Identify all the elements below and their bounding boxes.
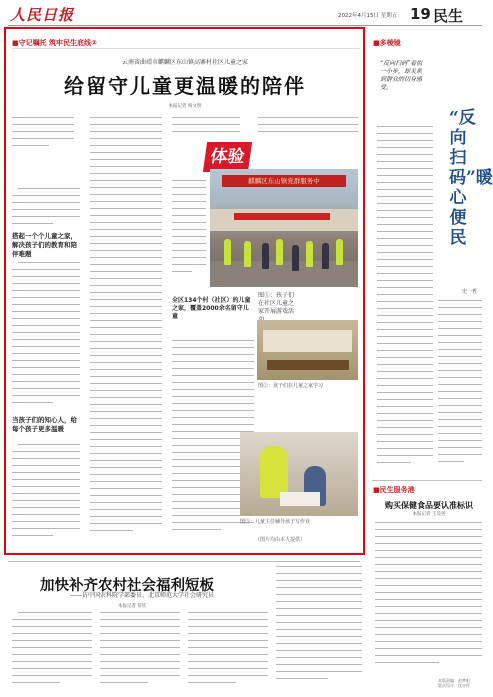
pull-quote: “反向扫码”看似一小步，却关系到群众的切身感受。 <box>380 60 423 91</box>
bottom-body-column-3 <box>188 612 268 692</box>
photo-credit: （图片均由本人提供） <box>255 537 306 543</box>
issue-date: 2022年4月15日 星期五 <box>338 13 398 19</box>
photo-children-activity[interactable] <box>210 169 358 287</box>
bottom-byline: 本报记者 常钦 <box>118 604 147 609</box>
photo-banner-text: 麒麟区东山镇党群服务中 <box>222 175 346 187</box>
right-section-label-1: ■多棱镜 <box>373 39 401 47</box>
vertical-headline[interactable]: “反向扫码”暖心便民 <box>449 108 493 248</box>
photo-caption-2: 图②：孩子们在儿童之家学习 <box>258 383 324 389</box>
page-footer <box>438 678 470 688</box>
bottom-headline[interactable]: 加快补齐农村社会福利短板 <box>40 577 214 594</box>
body-column-1c <box>12 444 80 548</box>
body-column-3-top <box>172 117 240 139</box>
right-body-column-1 <box>377 126 433 476</box>
lead-paragraph <box>12 117 74 157</box>
footer-designer: 版式设计：沈亦伶 <box>438 683 470 688</box>
newspaper-logo: 人民日报 <box>10 6 75 24</box>
footer-editor: 本版责编：赵梦阳 <box>438 678 470 683</box>
right-headline-2[interactable]: 购买保健食品要认准标识 <box>385 501 473 510</box>
body-column-1a <box>12 188 80 230</box>
right-body-column-3 <box>375 522 482 672</box>
kicker-divider <box>12 48 360 49</box>
right-body-column-2 <box>438 300 482 476</box>
body-column-4-top <box>258 117 358 139</box>
right-byline-2: 本报记者 王昊男 <box>412 512 446 517</box>
bottom-subtitle: ——访中国农科院学部委员、北京师范大学社会研究员 <box>70 592 215 599</box>
bottom-divider <box>8 561 360 562</box>
section-subtitle-1: 搭起一个个儿童之家，解决孩子们的教育和陪伴难题 <box>12 232 77 258</box>
bottom-body-column-2 <box>100 612 180 692</box>
bottom-body-column-4 <box>276 566 362 692</box>
page-number: 19 <box>410 5 431 23</box>
right-divider <box>372 480 482 481</box>
feature-badge: 体验 <box>203 142 252 172</box>
article-subhead: 云南省曲靖市麒麟区东山镇高寨村社区儿童之家 <box>121 59 248 66</box>
article-byline: 本报记者 杨文明 <box>168 104 202 109</box>
section-subtitle-2: 当孩子们的知心人，给每个孩子更多温暖 <box>12 416 77 433</box>
photo-caption-1: 图①：孩子们在社区儿童之家开展游戏活 <box>258 292 295 315</box>
body-column-3-narrow <box>172 180 206 284</box>
body-column-1b <box>12 262 80 412</box>
bottom-body-column-1 <box>12 612 92 692</box>
right-section-label-2: ■民生服务港 <box>373 486 415 494</box>
photo-caption-3: 图③：儿童主任辅导孩子写作业 <box>240 519 311 525</box>
article-kicker: ■守记嘱托 筑牢民生底线② <box>12 39 97 47</box>
article-headline[interactable]: 给留守儿童更温暖的陪伴 <box>64 74 306 98</box>
masthead <box>0 0 488 26</box>
photo-tutoring[interactable] <box>240 432 358 516</box>
photo-children-study[interactable] <box>257 320 358 380</box>
highlight-stat: 全区134个村（社区）的儿童之家，覆盖2000余名留守儿童 <box>172 297 251 320</box>
body-column-2 <box>90 117 162 547</box>
top-divider <box>8 25 482 26</box>
section-name: 民生 <box>433 7 464 25</box>
vertical-byline: 史一哲 <box>462 289 478 295</box>
